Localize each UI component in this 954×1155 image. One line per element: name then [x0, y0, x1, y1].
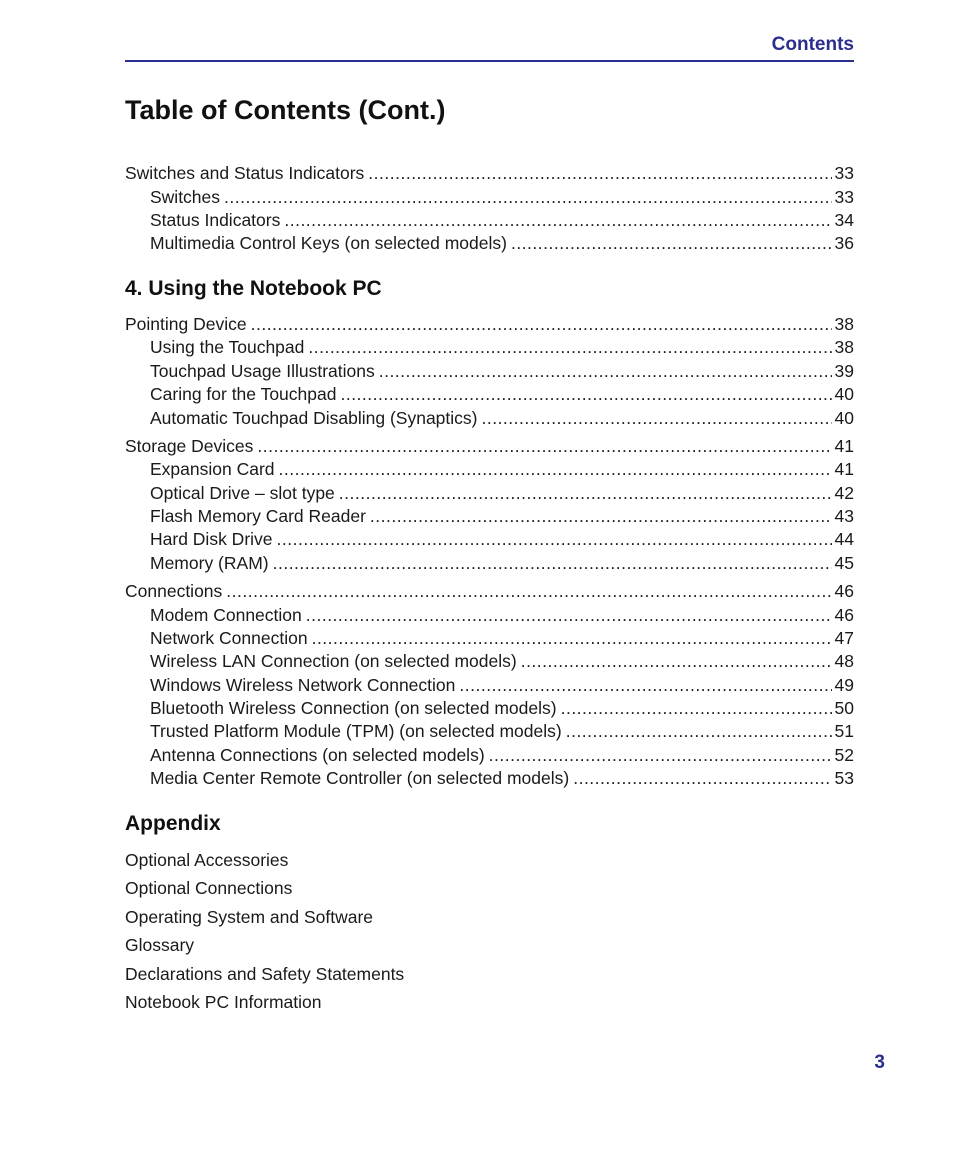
- toc-entry-title: Automatic Touchpad Disabling (Synaptics): [150, 408, 478, 428]
- dot-leader: [257, 435, 831, 458]
- toc-entry[interactable]: [125, 313, 854, 336]
- toc-entry-title: Network Connection: [150, 628, 308, 648]
- toc-subentry[interactable]: [150, 650, 854, 673]
- toc-entry-page: 44: [834, 529, 854, 549]
- dot-leader: [226, 580, 831, 603]
- toc-entry-title: Expansion Card: [150, 459, 275, 479]
- dot-leader: [279, 458, 832, 481]
- toc-entry-title: Multimedia Control Keys (on selected models): [150, 233, 507, 253]
- appendix-item[interactable]: Optional Connections: [125, 878, 293, 898]
- toc-subentry[interactable]: [150, 528, 854, 551]
- dot-leader: [379, 360, 832, 383]
- toc-entry-page: 38: [834, 337, 854, 357]
- dot-leader: [573, 767, 831, 790]
- appendix-item[interactable]: Operating System and Software: [125, 907, 374, 927]
- toc-entry-page: 46: [834, 605, 854, 625]
- dot-leader: [306, 604, 832, 627]
- toc-entry-page: 46: [834, 581, 854, 601]
- page-number: 3: [874, 1052, 885, 1073]
- dot-leader: [224, 186, 832, 209]
- toc-entry-title: Connections: [125, 581, 223, 601]
- toc-entry-page: 47: [834, 628, 854, 648]
- toc-entry-page: 41: [834, 436, 854, 456]
- toc-entry-page: 36: [834, 233, 854, 253]
- appendix-item[interactable]: Declarations and Safety Statements: [125, 964, 405, 984]
- dot-leader: [511, 232, 832, 255]
- toc-entry-title: Optical Drive – slot type: [150, 483, 335, 503]
- dot-leader: [481, 407, 831, 430]
- toc-subentry[interactable]: [150, 674, 854, 697]
- toc-subentry[interactable]: [150, 360, 854, 383]
- dot-leader: [566, 720, 832, 743]
- toc-entry-page: 51: [834, 721, 854, 741]
- toc-subentry[interactable]: [150, 482, 854, 505]
- page-header: [125, 34, 854, 62]
- toc-entry-page: 48: [834, 651, 854, 671]
- toc-entry-title: Antenna Connections (on selected models): [150, 745, 485, 765]
- toc-entry-title: Status Indicators: [150, 210, 281, 230]
- toc-entry-page: 41: [834, 459, 854, 479]
- toc-subentry[interactable]: [150, 505, 854, 528]
- appendix-item[interactable]: Optional Accessories: [125, 850, 289, 870]
- dot-leader: [368, 162, 831, 185]
- dot-leader: [312, 627, 832, 650]
- toc-subentry[interactable]: [150, 627, 854, 650]
- toc-entry-title: Bluetooth Wireless Connection (on selected models): [150, 698, 557, 718]
- toc-entry[interactable]: [125, 580, 854, 603]
- toc-entry-page: 34: [834, 210, 854, 230]
- toc-entry-title: Using the Touchpad: [150, 337, 305, 357]
- toc-entry-page: 43: [834, 506, 854, 526]
- dot-leader: [561, 697, 832, 720]
- toc-entry-page: 39: [834, 361, 854, 381]
- dot-leader: [308, 336, 831, 359]
- toc-entry-title: Caring for the Touchpad: [150, 384, 337, 404]
- toc-subentry[interactable]: [150, 383, 854, 406]
- toc-entry-title: Windows Wireless Network Connection: [150, 675, 456, 695]
- toc-entry-title: Wireless LAN Connection (on selected models): [150, 651, 517, 671]
- appendix-item[interactable]: Glossary: [125, 935, 195, 955]
- toc-entry[interactable]: [125, 435, 854, 458]
- toc-subentry[interactable]: [150, 336, 854, 359]
- toc-subentry[interactable]: [150, 186, 854, 209]
- toc-entry-title: Pointing Device: [125, 314, 247, 334]
- toc-entry-title: Switches and Status Indicators: [125, 163, 365, 183]
- toc-entry-page: 50: [834, 698, 854, 718]
- toc-entry-page: 33: [834, 163, 854, 183]
- toc-subentry[interactable]: [150, 552, 854, 575]
- toc-entry-page: 53: [834, 768, 854, 788]
- toc-subentry[interactable]: [150, 232, 854, 255]
- toc-entry-title: Media Center Remote Controller (on selected models): [150, 768, 570, 788]
- toc-subentry[interactable]: [150, 407, 854, 430]
- dot-leader: [340, 383, 831, 406]
- dot-leader: [284, 209, 831, 232]
- dot-leader: [489, 744, 832, 767]
- toc-subentry[interactable]: [150, 209, 854, 232]
- toc-entry-title: Modem Connection: [150, 605, 302, 625]
- dot-leader: [273, 552, 832, 575]
- toc-entry-title: Hard Disk Drive: [150, 529, 273, 549]
- toc-entry-title: Trusted Platform Module (TPM) (on selected models): [150, 721, 562, 741]
- toc-entry-title: Touchpad Usage Illustrations: [150, 361, 375, 381]
- section-heading-appendix: Appendix: [125, 812, 221, 835]
- toc-entry-page: 42: [834, 483, 854, 503]
- toc-subentry[interactable]: [150, 458, 854, 481]
- appendix-item[interactable]: Notebook PC Information: [125, 992, 322, 1012]
- header-label: Contents: [771, 34, 854, 55]
- toc-subentry[interactable]: [150, 744, 854, 767]
- toc-subentry[interactable]: [150, 720, 854, 743]
- page-title: Table of Contents (Cont.): [125, 95, 446, 125]
- toc-entry-title: Storage Devices: [125, 436, 254, 456]
- toc-entry-title: Memory (RAM): [150, 553, 269, 573]
- dot-leader: [339, 482, 832, 505]
- toc-entry-page: 38: [834, 314, 854, 334]
- toc-entry-title: Switches: [150, 187, 221, 207]
- toc-entry-page: 33: [834, 187, 854, 207]
- toc-entry-page: 40: [834, 408, 854, 428]
- toc-entry-page: 52: [834, 745, 854, 765]
- toc-entry[interactable]: [125, 162, 854, 185]
- dot-leader: [251, 313, 832, 336]
- dot-leader: [277, 528, 832, 551]
- toc-subentry[interactable]: [150, 767, 854, 790]
- dot-leader: [521, 650, 832, 673]
- toc-subentry[interactable]: [150, 604, 854, 627]
- toc-entry-title: Flash Memory Card Reader: [150, 506, 366, 526]
- toc-entry-page: 49: [834, 675, 854, 695]
- dot-leader: [370, 505, 832, 528]
- toc-entry-page: 40: [834, 384, 854, 404]
- dot-leader: [459, 674, 831, 697]
- toc-subentry[interactable]: [150, 697, 854, 720]
- section-heading-using-notebook: 4. Using the Notebook PC: [125, 277, 382, 300]
- toc-entry-page: 45: [834, 553, 854, 573]
